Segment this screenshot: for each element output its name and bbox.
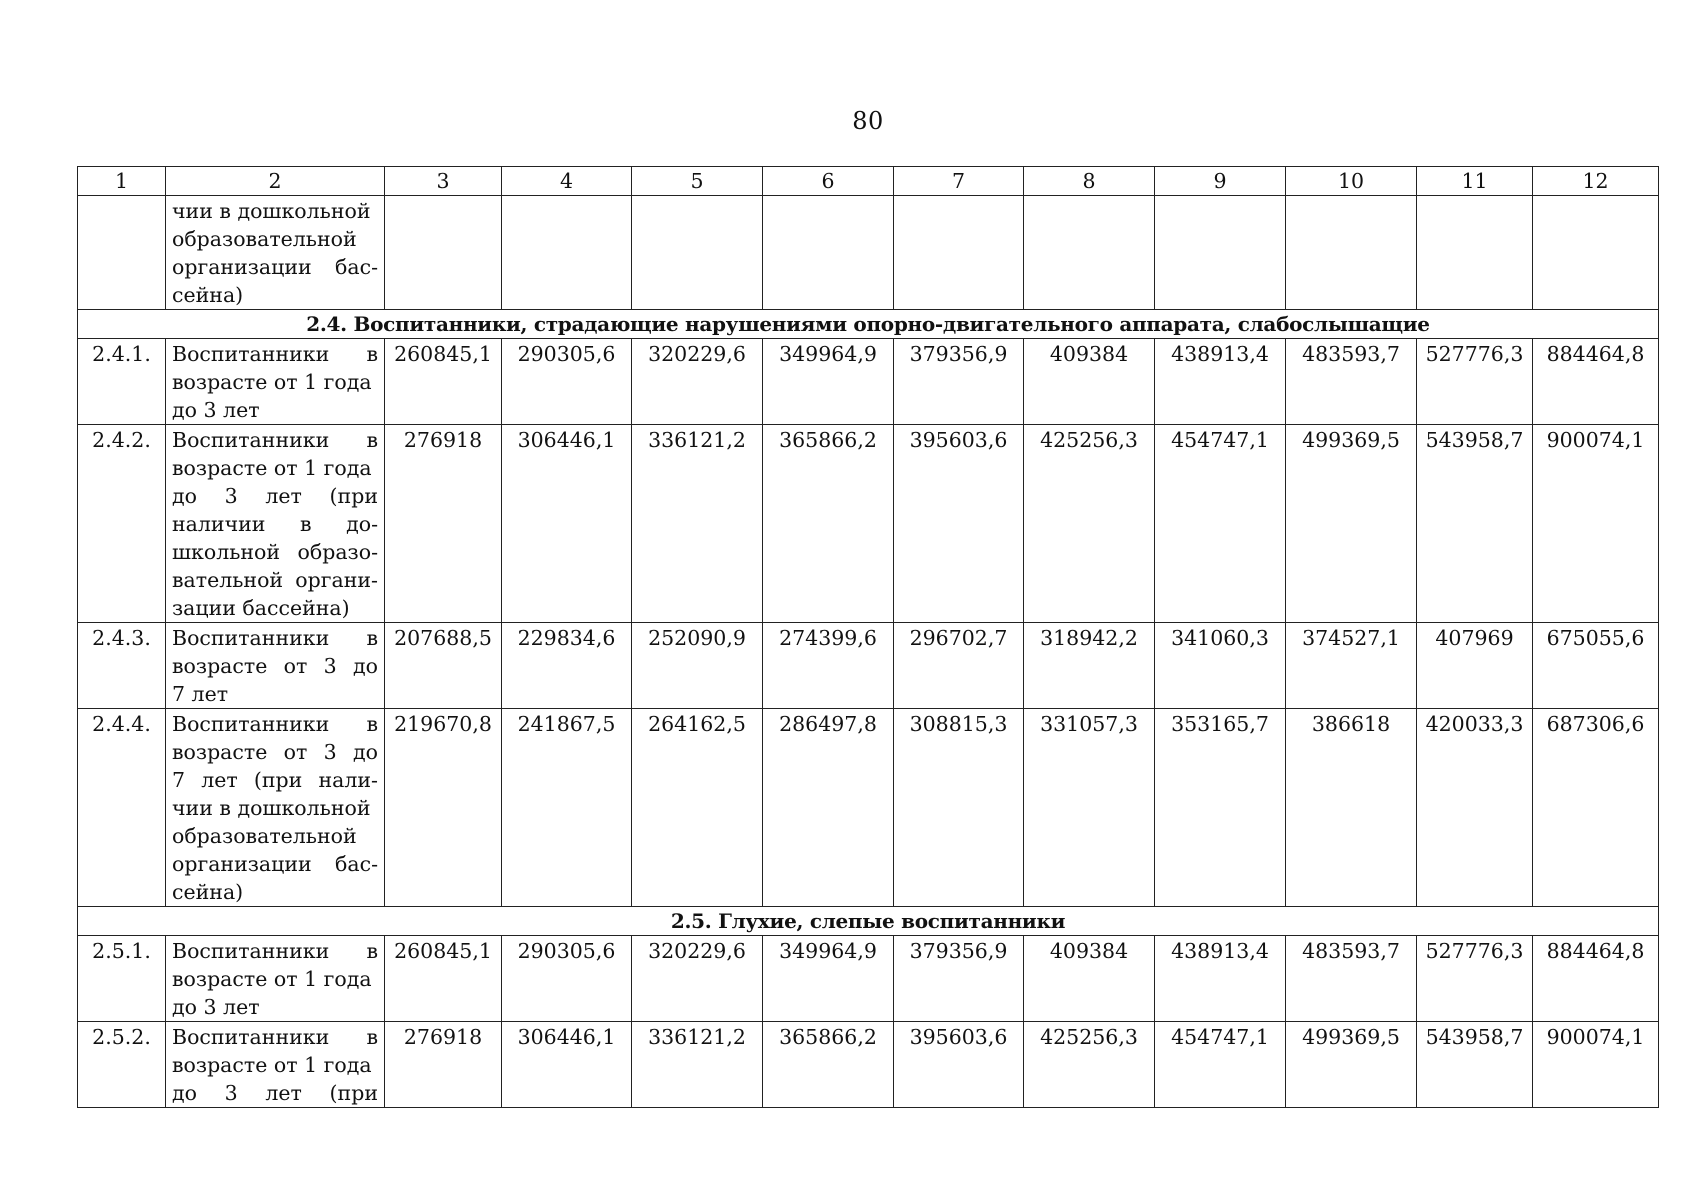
section-heading: 2.5. Глухие, слепые воспитанники bbox=[78, 907, 1659, 936]
row-description: Воспитанники в возрасте от 1 года до 3 лет bbox=[166, 936, 385, 1022]
value-cell bbox=[385, 196, 502, 310]
value-cell: 379356,9 bbox=[894, 936, 1024, 1022]
value-cell: 483593,7 bbox=[1286, 936, 1417, 1022]
value-cell: 543958,7 bbox=[1417, 425, 1533, 623]
column-number: 6 bbox=[763, 167, 894, 196]
value-cell: 318942,2 bbox=[1024, 623, 1155, 709]
value-cell: 409384 bbox=[1024, 339, 1155, 425]
table-row bbox=[78, 936, 1659, 1022]
value-cell: 276918 bbox=[385, 1022, 502, 1108]
column-number: 5 bbox=[632, 167, 763, 196]
row-number: 2.4.4. bbox=[78, 709, 166, 907]
table-row bbox=[78, 339, 1659, 425]
value-cell: 395603,6 bbox=[894, 1022, 1024, 1108]
column-number: 12 bbox=[1533, 167, 1659, 196]
column-number: 9 bbox=[1155, 167, 1286, 196]
value-cell: 336121,2 bbox=[632, 425, 763, 623]
column-number: 10 bbox=[1286, 167, 1417, 196]
value-cell: 884464,8 bbox=[1533, 936, 1659, 1022]
row-number: 2.5.1. bbox=[78, 936, 166, 1022]
row-number: 2.4.2. bbox=[78, 425, 166, 623]
value-cell: 306446,1 bbox=[502, 425, 632, 623]
value-cell: 374527,1 bbox=[1286, 623, 1417, 709]
value-cell: 483593,7 bbox=[1286, 339, 1417, 425]
value-cell: 420033,3 bbox=[1417, 709, 1533, 907]
value-cell: 395603,6 bbox=[894, 425, 1024, 623]
value-cell bbox=[502, 196, 632, 310]
column-number: 3 bbox=[385, 167, 502, 196]
column-number: 1 bbox=[78, 167, 166, 196]
column-number: 4 bbox=[502, 167, 632, 196]
value-cell bbox=[632, 196, 763, 310]
continuation-row bbox=[78, 196, 1659, 310]
row-description: Воспитанники в возрасте от 3 до 7 лет (при нали- чии в дошкольной образовательной организации бас- сейна) bbox=[166, 709, 385, 907]
value-cell: 241867,5 bbox=[502, 709, 632, 907]
table-row bbox=[78, 425, 1659, 623]
value-cell: 527776,3 bbox=[1417, 339, 1533, 425]
value-cell: 308815,3 bbox=[894, 709, 1024, 907]
value-cell: 349964,9 bbox=[763, 339, 894, 425]
section-heading-row bbox=[78, 310, 1659, 339]
value-cell: 884464,8 bbox=[1533, 339, 1659, 425]
value-cell: 425256,3 bbox=[1024, 425, 1155, 623]
value-cell: 454747,1 bbox=[1155, 1022, 1286, 1108]
value-cell: 425256,3 bbox=[1024, 1022, 1155, 1108]
value-cell: 286497,8 bbox=[763, 709, 894, 907]
value-cell: 320229,6 bbox=[632, 936, 763, 1022]
value-cell bbox=[1286, 196, 1417, 310]
value-cell bbox=[1024, 196, 1155, 310]
column-number: 11 bbox=[1417, 167, 1533, 196]
value-cell: 320229,6 bbox=[632, 339, 763, 425]
value-cell: 365866,2 bbox=[763, 1022, 894, 1108]
value-cell: 331057,3 bbox=[1024, 709, 1155, 907]
section-heading-row bbox=[78, 907, 1659, 936]
value-cell: 349964,9 bbox=[763, 936, 894, 1022]
value-cell: 260845,1 bbox=[385, 339, 502, 425]
value-cell bbox=[1533, 196, 1659, 310]
column-number: 7 bbox=[894, 167, 1024, 196]
value-cell: 900074,1 bbox=[1533, 425, 1659, 623]
value-cell: 219670,8 bbox=[385, 709, 502, 907]
value-cell: 274399,6 bbox=[763, 623, 894, 709]
row-description: Воспитанники в возрасте от 1 года до 3 лет bbox=[166, 339, 385, 425]
row-description: Воспитанники в возрасте от 1 года до 3 лет (при наличии в до- школьной образо- вательной органи- зации бассейна) bbox=[166, 425, 385, 623]
row-description: Воспитанники в возрасте от 1 года до 3 лет (при bbox=[166, 1022, 385, 1108]
value-cell: 687306,6 bbox=[1533, 709, 1659, 907]
value-cell: 407969 bbox=[1417, 623, 1533, 709]
value-cell: 336121,2 bbox=[632, 1022, 763, 1108]
value-cell: 260845,1 bbox=[385, 936, 502, 1022]
page-number: 80 bbox=[852, 107, 884, 135]
value-cell: 438913,4 bbox=[1155, 936, 1286, 1022]
value-cell: 543958,7 bbox=[1417, 1022, 1533, 1108]
column-number: 2 bbox=[166, 167, 385, 196]
value-cell: 290305,6 bbox=[502, 339, 632, 425]
value-cell: 454747,1 bbox=[1155, 425, 1286, 623]
value-cell: 252090,9 bbox=[632, 623, 763, 709]
value-cell: 386618 bbox=[1286, 709, 1417, 907]
value-cell: 527776,3 bbox=[1417, 936, 1533, 1022]
table-row bbox=[78, 623, 1659, 709]
row-number: 2.4.3. bbox=[78, 623, 166, 709]
section-heading: 2.4. Воспитанники, страдающие нарушениями опорно-двигательного аппарата, слабослышащие bbox=[78, 310, 1659, 339]
value-cell: 229834,6 bbox=[502, 623, 632, 709]
value-cell: 341060,3 bbox=[1155, 623, 1286, 709]
value-cell bbox=[1155, 196, 1286, 310]
value-cell bbox=[763, 196, 894, 310]
row-number bbox=[78, 196, 166, 310]
value-cell: 296702,7 bbox=[894, 623, 1024, 709]
row-description: Воспитанники в возрасте от 3 до 7 лет bbox=[166, 623, 385, 709]
value-cell: 264162,5 bbox=[632, 709, 763, 907]
value-cell bbox=[894, 196, 1024, 310]
value-cell: 675055,6 bbox=[1533, 623, 1659, 709]
value-cell: 306446,1 bbox=[502, 1022, 632, 1108]
value-cell: 379356,9 bbox=[894, 339, 1024, 425]
table-row bbox=[78, 709, 1659, 907]
value-cell: 499369,5 bbox=[1286, 425, 1417, 623]
value-cell: 900074,1 bbox=[1533, 1022, 1659, 1108]
tariff-table bbox=[77, 166, 1659, 1108]
column-number-row bbox=[78, 167, 1659, 196]
row-description: чии в дошкольной образовательной организации бас- сейна) bbox=[166, 196, 385, 310]
value-cell: 276918 bbox=[385, 425, 502, 623]
value-cell bbox=[1417, 196, 1533, 310]
value-cell: 365866,2 bbox=[763, 425, 894, 623]
value-cell: 207688,5 bbox=[385, 623, 502, 709]
row-number: 2.5.2. bbox=[78, 1022, 166, 1108]
row-number: 2.4.1. bbox=[78, 339, 166, 425]
value-cell: 353165,7 bbox=[1155, 709, 1286, 907]
value-cell: 290305,6 bbox=[502, 936, 632, 1022]
value-cell: 409384 bbox=[1024, 936, 1155, 1022]
table-row bbox=[78, 1022, 1659, 1108]
column-number: 8 bbox=[1024, 167, 1155, 196]
value-cell: 499369,5 bbox=[1286, 1022, 1417, 1108]
value-cell: 438913,4 bbox=[1155, 339, 1286, 425]
